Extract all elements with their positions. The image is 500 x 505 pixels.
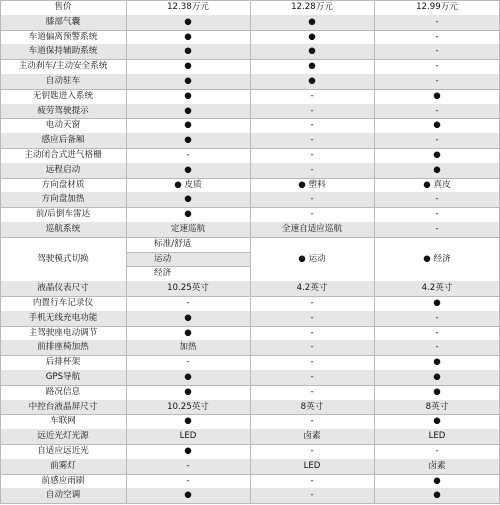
value-cell: - bbox=[310, 327, 314, 338]
value-cell: 全速自适应巡航 bbox=[281, 224, 343, 235]
value-cell: 10.25英寸 bbox=[167, 283, 209, 294]
value-cell: - bbox=[435, 194, 439, 205]
row-label: 电动天窗 bbox=[45, 120, 81, 131]
value-cell: ● bbox=[308, 31, 316, 42]
value-cell: - bbox=[310, 120, 314, 131]
row-label: 中控台液晶屏尺寸 bbox=[28, 401, 98, 412]
value-cell: - bbox=[435, 105, 439, 116]
value-cell: - bbox=[435, 135, 439, 146]
value-cell: ● bbox=[433, 416, 441, 427]
value-cell: - bbox=[310, 312, 314, 323]
sub-row-divider bbox=[126, 266, 250, 267]
value-cell: - bbox=[310, 209, 314, 220]
value-cell: ● bbox=[184, 327, 192, 338]
value-cell: - bbox=[310, 386, 314, 397]
column-divider bbox=[0, 0, 1, 503]
value-cell: ● bbox=[433, 386, 441, 397]
value-cell: ● bbox=[184, 372, 192, 383]
value-cell: ● 塑料 bbox=[298, 179, 326, 190]
column-divider bbox=[250, 0, 251, 503]
row-label: 路况信息 bbox=[45, 386, 81, 397]
value-cell: - bbox=[186, 357, 190, 368]
value-cell: ● bbox=[184, 135, 192, 146]
value-cell: LED bbox=[179, 431, 197, 442]
value-cell: 4.2英寸 bbox=[421, 283, 453, 294]
value-cell: - bbox=[310, 357, 314, 368]
value-cell: - bbox=[435, 312, 439, 323]
row-label: 前雾灯 bbox=[50, 460, 76, 471]
value-cell: - bbox=[310, 90, 314, 101]
row-label: 前排座椅加热 bbox=[37, 342, 89, 353]
value-cell: - bbox=[186, 460, 190, 471]
value-cell: - bbox=[186, 298, 190, 309]
row-label: 感应后备厢 bbox=[41, 135, 85, 146]
header-label: 售价 bbox=[54, 2, 72, 13]
row-label: 自适应远近光 bbox=[37, 446, 89, 457]
row-label: 远近光灯光源 bbox=[37, 431, 89, 442]
value-cell: - bbox=[435, 342, 439, 353]
value-cell: - bbox=[310, 372, 314, 383]
row-label: 前感应雨刷 bbox=[41, 475, 85, 486]
value-cell: ● bbox=[308, 16, 316, 27]
value-cell: ● bbox=[184, 194, 192, 205]
value-cell: - bbox=[435, 209, 439, 220]
drive-mode-option: 标准/舒适 bbox=[154, 238, 192, 249]
value-cell: ● bbox=[184, 90, 192, 101]
row-label: 主动闭合式进气格栅 bbox=[24, 150, 102, 161]
row-label: 后排杯架 bbox=[45, 357, 81, 368]
row-label: 膝部气囊 bbox=[45, 16, 81, 27]
value-cell: - bbox=[310, 416, 314, 427]
row-label: 主驾驶座电动调节 bbox=[28, 327, 98, 338]
value-cell: - bbox=[186, 475, 190, 486]
value-cell: ● bbox=[184, 490, 192, 501]
row-label: 手机无线充电功能 bbox=[28, 312, 98, 323]
row-label: 车道偏离预警系统 bbox=[28, 31, 98, 42]
value-cell: - bbox=[435, 327, 439, 338]
row-label: GPS导航 bbox=[45, 372, 81, 383]
value-cell: ● 经济 bbox=[423, 253, 451, 264]
value-cell: - bbox=[310, 342, 314, 353]
value-cell: - bbox=[435, 31, 439, 42]
value-cell: ● bbox=[184, 386, 192, 397]
value-cell: ● bbox=[433, 357, 441, 368]
value-cell: ● 皮质 bbox=[174, 179, 202, 190]
value-cell: LED bbox=[428, 431, 446, 442]
value-cell: - bbox=[310, 105, 314, 116]
value-cell: 卤素 bbox=[303, 431, 321, 442]
value-cell: ● bbox=[184, 312, 192, 323]
row-label: 液晶仪表尺寸 bbox=[37, 283, 89, 294]
value-cell: ● 运动 bbox=[298, 253, 326, 264]
value-cell: - bbox=[186, 150, 190, 161]
value-cell: 4.2英寸 bbox=[296, 283, 328, 294]
row-label: 远程启动 bbox=[45, 164, 81, 175]
value-cell: ● bbox=[184, 120, 192, 131]
value-cell: ● bbox=[184, 105, 192, 116]
row-label: 驾驶模式切换 bbox=[37, 253, 89, 264]
value-cell: - bbox=[435, 46, 439, 57]
value-cell: ● bbox=[308, 61, 316, 72]
value-cell: ● bbox=[184, 46, 192, 57]
value-cell: - bbox=[435, 61, 439, 72]
value-cell: ● bbox=[308, 76, 316, 87]
row-label: 方向盘加热 bbox=[41, 194, 85, 205]
value-cell: ● bbox=[184, 61, 192, 72]
value-cell: 加热 bbox=[179, 342, 197, 353]
value-cell: 8英寸 bbox=[425, 401, 449, 412]
value-cell: ● bbox=[184, 446, 192, 457]
value-cell: - bbox=[310, 490, 314, 501]
header-price-3: 12.99万元 bbox=[416, 2, 458, 13]
header-price-1: 12.38万元 bbox=[167, 2, 209, 13]
sub-row-divider bbox=[126, 252, 250, 253]
value-cell: 卤素 bbox=[428, 460, 446, 471]
value-cell: ● bbox=[433, 90, 441, 101]
value-cell: - bbox=[310, 150, 314, 161]
value-cell: - bbox=[310, 298, 314, 309]
value-cell: ● bbox=[433, 164, 441, 175]
row-label: 内置行车记录仪 bbox=[32, 298, 94, 309]
value-cell: - bbox=[310, 475, 314, 486]
drive-mode-option: 经济 bbox=[154, 268, 172, 279]
row-label: 车联网 bbox=[50, 416, 76, 427]
value-cell: ● bbox=[184, 76, 192, 87]
row-label: 自动驻车 bbox=[45, 76, 81, 87]
row-label: 巡航系统 bbox=[45, 224, 81, 235]
value-cell: - bbox=[310, 135, 314, 146]
value-cell: - bbox=[435, 224, 439, 235]
row-label: 疲劳驾驶提示 bbox=[37, 105, 89, 116]
value-cell: ● bbox=[184, 416, 192, 427]
value-cell: LED bbox=[303, 460, 321, 471]
value-cell: 定速巡航 bbox=[170, 224, 206, 235]
header-price-2: 12.28万元 bbox=[291, 2, 333, 13]
row-label: 自动空调 bbox=[45, 490, 81, 501]
row-label: 主动刹车/主动安全系统 bbox=[18, 61, 108, 72]
value-cell: ● bbox=[433, 372, 441, 383]
value-cell: ● bbox=[308, 46, 316, 57]
value-cell: ● bbox=[184, 31, 192, 42]
value-cell: ● bbox=[184, 209, 192, 220]
row-label: 前/后倒车雷达 bbox=[35, 209, 91, 220]
row-label: 方向盘材质 bbox=[41, 179, 85, 190]
value-cell: ● bbox=[433, 475, 441, 486]
row-label: 无钥匙进入系统 bbox=[32, 90, 94, 101]
value-cell: - bbox=[310, 446, 314, 457]
row-label: 车道保持辅助系统 bbox=[28, 46, 98, 57]
column-divider bbox=[374, 0, 375, 503]
value-cell: ● bbox=[184, 164, 192, 175]
value-cell: 10.25英寸 bbox=[167, 401, 209, 412]
value-cell: - bbox=[310, 194, 314, 205]
row-divider bbox=[0, 503, 500, 504]
value-cell: ● 真皮 bbox=[423, 179, 451, 190]
value-cell: ● bbox=[184, 16, 192, 27]
value-cell: ● bbox=[433, 120, 441, 131]
value-cell: 8英寸 bbox=[300, 401, 324, 412]
value-cell: ● bbox=[433, 150, 441, 161]
value-cell: - bbox=[435, 16, 439, 27]
value-cell: ● bbox=[433, 490, 441, 501]
drive-mode-option: 运动 bbox=[126, 252, 250, 267]
value-cell: - bbox=[435, 446, 439, 457]
value-cell: ● bbox=[433, 298, 441, 309]
value-cell: - bbox=[310, 164, 314, 175]
value-cell: - bbox=[435, 76, 439, 87]
column-divider bbox=[126, 0, 127, 503]
